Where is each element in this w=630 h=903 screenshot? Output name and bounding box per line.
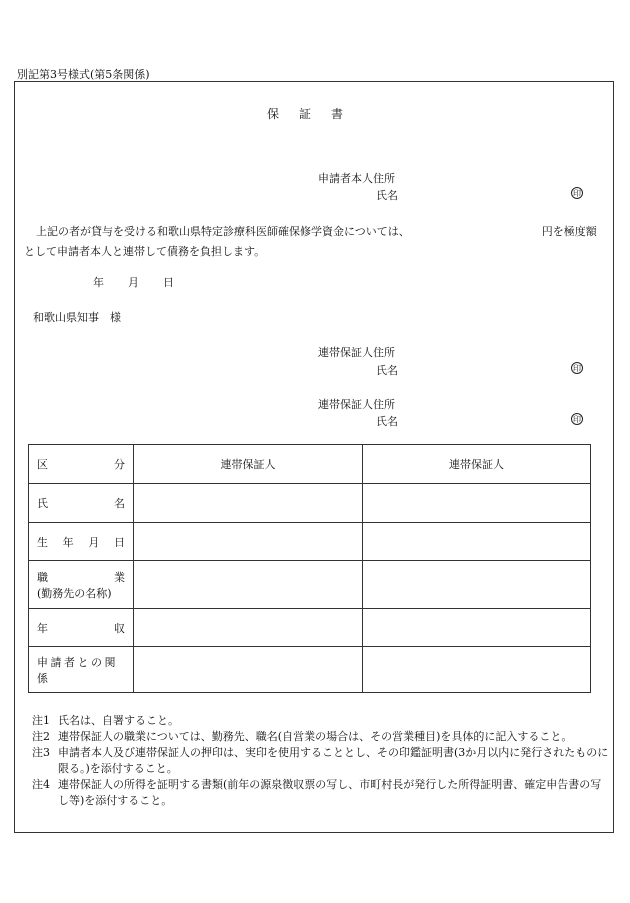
form-header: 別記第3号様式(第5条関係) xyxy=(17,68,150,81)
notes-section xyxy=(32,713,612,809)
row-label-occupation: 職 業 (勤務先の名称) xyxy=(29,561,134,609)
applicant-seal-icon: 印 xyxy=(573,189,581,198)
note-item: 注3 申請者本人及び連帯保証人の押印は、実印を使用することとし、その印鑑証明書(3か月以内に発行されたものに限る。)を添付すること。 xyxy=(32,746,609,775)
guarantor2-seal-icon: 印 xyxy=(573,415,581,424)
table-header-row xyxy=(29,445,591,484)
header-guarantor1: 連帯保証人 xyxy=(134,445,363,484)
guarantor2-income-cell[interactable] xyxy=(363,609,591,647)
table-row xyxy=(29,484,591,523)
table-row xyxy=(29,523,591,561)
header-category-cell: 区 分 xyxy=(29,445,134,484)
row-label-birthdate: 生 年 月 日 xyxy=(29,523,134,561)
date-month: 月 xyxy=(128,276,139,289)
guarantor2-relation-cell[interactable] xyxy=(363,647,591,693)
applicant-address-label: 申請者本人住所 xyxy=(318,172,395,185)
guarantor1-name-label: 氏名 xyxy=(376,364,398,377)
table-row xyxy=(29,609,591,647)
row-label-name: 氏 名 xyxy=(29,484,134,523)
guarantor-table xyxy=(28,444,591,693)
row-label-relation: 申請者との関係 xyxy=(29,647,134,693)
guarantor1-income-cell[interactable] xyxy=(134,609,363,647)
document-title: 保証書 xyxy=(266,107,363,121)
table-row xyxy=(29,561,591,609)
guarantor1-seal-icon: 印 xyxy=(573,364,581,373)
guarantor1-relation-cell[interactable] xyxy=(134,647,363,693)
row-label-income: 年 収 xyxy=(29,609,134,647)
guarantor2-name-label: 氏名 xyxy=(376,415,398,428)
guarantor2-birthdate-cell[interactable] xyxy=(363,523,591,561)
date-year: 年 xyxy=(93,276,104,289)
table-row xyxy=(29,647,591,693)
guarantee-statement xyxy=(24,222,604,262)
occupation-sub-label: (勤務先の名称) xyxy=(37,586,112,600)
statement-part1: 上記の者が貸与を受ける和歌山県特定診療科医師確保修学資金については、 xyxy=(36,225,410,238)
guarantor1-address-label: 連帯保証人住所 xyxy=(318,346,395,359)
note-item: 注2 連帯保証人の職業については、勤務先、職名(自営業の場合は、その営業種目)を具体的に記入すること。 xyxy=(32,730,573,743)
guarantor2-occupation-cell[interactable] xyxy=(363,561,591,609)
guarantor1-occupation-cell[interactable] xyxy=(134,561,363,609)
note-item: 注4 連帯保証人の所得を証明する書類(前年の源泉徴収票の写し、市町村長が発行した所得証明書、確定申告書の写し等)を添付すること。 xyxy=(32,778,602,807)
guarantor1-name-cell[interactable] xyxy=(134,484,363,523)
guarantor2-address-label: 連帯保証人住所 xyxy=(318,398,395,411)
addressee: 和歌山県知事 様 xyxy=(33,311,121,324)
header-guarantor2: 連帯保証人 xyxy=(363,445,591,484)
applicant-name-label: 氏名 xyxy=(376,189,398,202)
guarantor1-birthdate-cell[interactable] xyxy=(134,523,363,561)
statement-part2: 円を極度額として申請者本人と連帯して債務を負担します。 xyxy=(24,225,597,258)
date-day: 日 xyxy=(163,276,174,289)
note-item: 注1 氏名は、自署すること。 xyxy=(32,714,179,727)
guarantor2-name-cell[interactable] xyxy=(363,484,591,523)
